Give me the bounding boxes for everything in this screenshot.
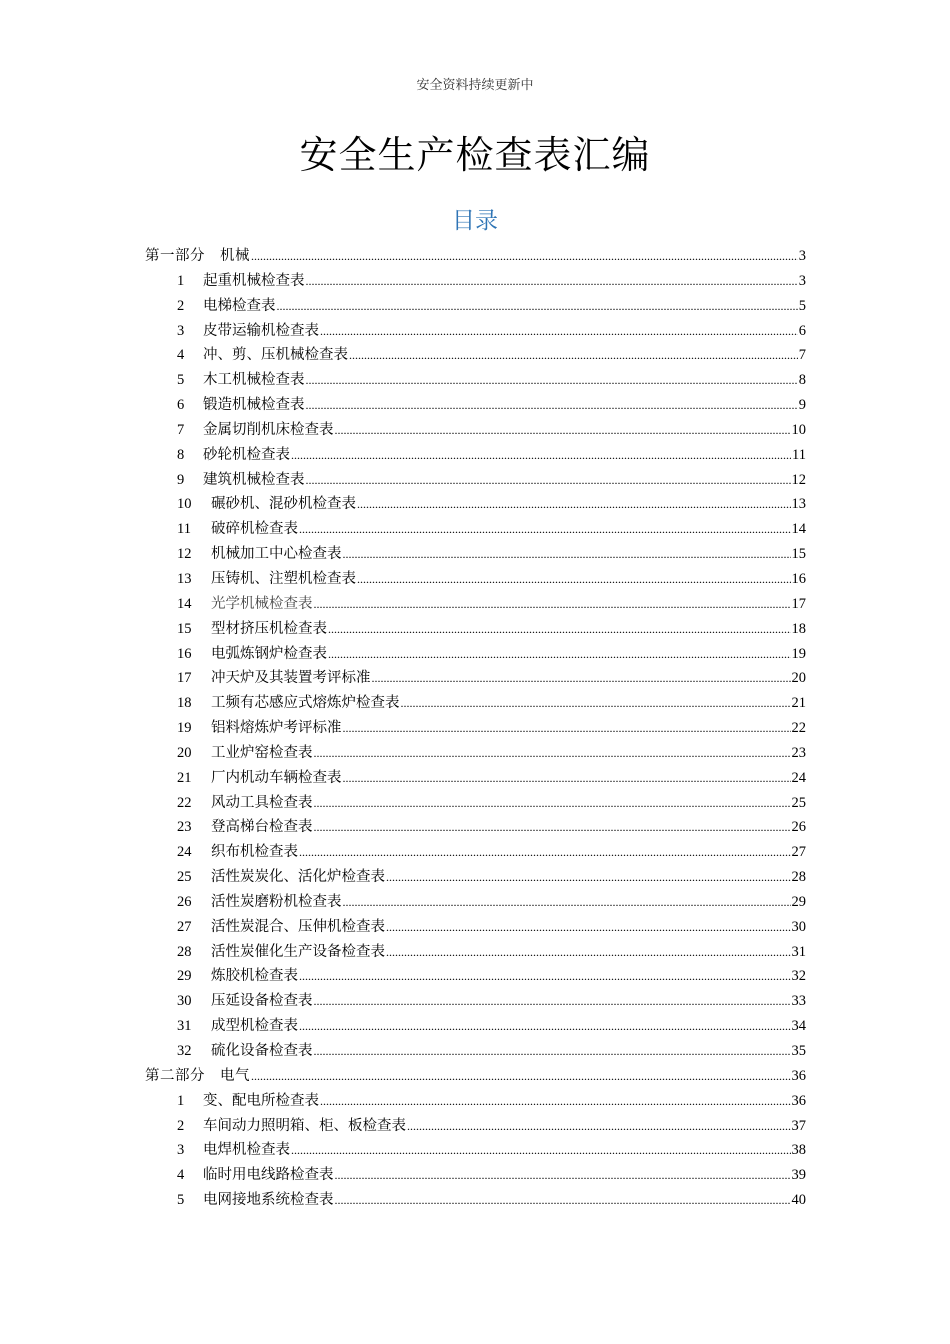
toc-entry-label: 工业炉窑检查表 (211, 744, 313, 761)
toc-page-number: 6 (798, 322, 806, 339)
toc-dot-leader (386, 940, 791, 965)
toc-entry-label: 木工机械检查表 (203, 372, 305, 389)
toc-entry-number: 6 (177, 397, 185, 414)
toc-entry[interactable] (145, 1114, 806, 1139)
toc-entry-label: 破碎机检查表 (211, 521, 298, 538)
toc-entry-number: 9 (177, 471, 185, 488)
toc-page-number: 37 (791, 1117, 806, 1134)
toc-entry[interactable] (145, 319, 806, 344)
toc-dot-leader (343, 716, 791, 741)
toc-entry-label: 成型机检查表 (211, 1018, 298, 1035)
toc-entry-label: 活性炭催化生产设备检查表 (211, 943, 385, 960)
toc-entry[interactable] (145, 393, 806, 418)
toc-dot-leader (349, 343, 798, 368)
toc-entry-number: 22 (177, 794, 192, 811)
toc-entry-label: 皮带运输机检查表 (203, 322, 319, 339)
toc-entry[interactable] (145, 915, 806, 940)
toc-dot-leader (314, 815, 791, 840)
toc-dot-leader (299, 964, 791, 989)
toc-dot-leader (251, 1064, 791, 1089)
toc-entry-number: 27 (177, 918, 192, 935)
toc-page-number: 39 (791, 1167, 806, 1184)
toc-dot-leader (335, 418, 791, 443)
toc-entry[interactable] (145, 1039, 806, 1064)
toc-entry-number: 10 (177, 496, 192, 513)
toc-entry-label: 炼胶机检查表 (211, 968, 298, 985)
toc-dot-leader (314, 1039, 791, 1064)
toc-entry[interactable] (145, 343, 806, 368)
toc-entry-number: 29 (177, 968, 192, 985)
toc-page-number: 5 (798, 297, 806, 314)
toc-dot-leader (314, 989, 791, 1014)
toc-entry-number: 19 (177, 720, 192, 737)
toc-entry-number: 1 (177, 1092, 185, 1109)
toc-entry-number: 3 (177, 1142, 185, 1159)
toc-dot-leader (306, 468, 791, 493)
toc-dot-leader (372, 666, 791, 691)
toc-entry-number: 2 (177, 297, 185, 314)
toc-page-number: 16 (791, 570, 806, 587)
toc-page-number: 13 (791, 496, 806, 513)
toc-dot-leader (291, 1138, 791, 1163)
document-title: 安全生产检查表汇编 (299, 133, 651, 177)
toc-page-number: 17 (791, 595, 806, 612)
toc-entry-number: 5 (177, 1192, 185, 1209)
toc-entry-label: 电梯检查表 (203, 297, 276, 314)
toc-entry[interactable] (145, 964, 806, 989)
toc-dot-leader (320, 1089, 791, 1114)
toc-entry[interactable] (145, 443, 806, 468)
toc-entry[interactable] (145, 865, 806, 890)
toc-page-number: 26 (791, 819, 806, 836)
toc-entry-number: 11 (177, 521, 191, 538)
toc-dot-leader (299, 1014, 791, 1039)
toc-dot-leader (407, 1114, 791, 1139)
toc-entry-number: 26 (177, 893, 192, 910)
toc-entry-label: 压延设备检查表 (211, 993, 313, 1010)
toc-entry[interactable] (145, 716, 806, 741)
toc-dot-leader (314, 791, 791, 816)
toc-entry[interactable] (145, 741, 806, 766)
toc-entry-label: 电弧炼钢炉检查表 (211, 645, 327, 662)
toc-dot-leader (328, 617, 791, 642)
toc-entry-number: 18 (177, 695, 192, 712)
toc-dot-leader (343, 890, 791, 915)
toc-entry-label: 压铸机、注塑机检查表 (211, 570, 356, 587)
toc-entry-label: 风动工具检查表 (211, 794, 313, 811)
toc-page-number: 14 (791, 521, 806, 538)
toc-entry-number: 14 (177, 595, 192, 612)
toc-entry-number: 4 (177, 1167, 185, 1184)
toc-page-number: 24 (791, 769, 806, 786)
toc-page-number: 33 (791, 993, 806, 1010)
toc-entry-label: 临时用电线路检查表 (203, 1167, 334, 1184)
toc-dot-leader (314, 741, 791, 766)
toc-dot-leader (335, 1163, 791, 1188)
toc-entry[interactable] (145, 691, 806, 716)
toc-page-number: 38 (791, 1142, 806, 1159)
toc-entry-number: 24 (177, 844, 192, 861)
toc-entry[interactable] (145, 567, 806, 592)
toc-page-number: 32 (791, 968, 806, 985)
toc-entry-label: 冲天炉及其装置考评标准 (211, 670, 371, 687)
toc-entry-number: 15 (177, 620, 192, 637)
toc-entry[interactable] (145, 368, 806, 393)
toc-entry-label: 变、配电所检查表 (203, 1092, 319, 1109)
toc-page-number: 23 (791, 744, 806, 761)
toc-entry[interactable] (145, 642, 806, 667)
toc-entry-number: 25 (177, 869, 192, 886)
toc-page-number: 7 (798, 347, 806, 364)
toc-section-entry[interactable] (145, 1064, 806, 1089)
toc-entry[interactable] (145, 815, 806, 840)
toc-entry[interactable] (145, 989, 806, 1014)
toc-entry-number: 23 (177, 819, 192, 836)
toc-entry[interactable] (145, 791, 806, 816)
toc-page-number: 31 (791, 943, 806, 960)
toc-entry[interactable] (145, 666, 806, 691)
toc-entry[interactable] (145, 542, 806, 567)
toc-dot-leader (386, 915, 791, 940)
toc-dot-leader (306, 368, 798, 393)
toc-dot-leader (291, 443, 791, 468)
toc-entry-number: 12 (177, 546, 192, 563)
toc-page-number: 36 (791, 1092, 806, 1109)
toc-entry-number: 20 (177, 744, 192, 761)
toc-dot-leader (357, 567, 791, 592)
toc-entry-number: 8 (177, 446, 185, 463)
header-note: 安全资料持续更新中 (416, 78, 534, 93)
toc-entry[interactable] (145, 269, 806, 294)
toc-entry-number: 4 (177, 347, 185, 364)
toc-entry[interactable] (145, 418, 806, 443)
toc-entry-label: 起重机械检查表 (203, 272, 305, 289)
toc-entry-label: 电网接地系统检查表 (203, 1192, 334, 1209)
toc-entry[interactable] (145, 1089, 806, 1114)
toc-page-number: 18 (791, 620, 806, 637)
toc-entry-label: 硫化设备检查表 (211, 1043, 313, 1059)
toc-page-number: 8 (798, 372, 806, 389)
toc-dot-leader (251, 244, 798, 269)
toc-page-number: 3 (798, 272, 806, 289)
toc-entry[interactable] (145, 940, 806, 965)
toc-entry-number: 31 (177, 1018, 192, 1035)
toc-entry-label: 第二部分 电气 (145, 1067, 250, 1084)
toc-dot-leader (320, 319, 798, 344)
toc-page-number: 25 (791, 794, 806, 811)
toc-entry-label: 机械加工中心检查表 (211, 546, 342, 563)
toc-entry-label: 活性炭混合、压伸机检查表 (211, 918, 385, 935)
toc-dot-leader (328, 642, 791, 667)
toc-entry-number: 30 (177, 993, 192, 1010)
toc-entry-label: 光学机械检查表 (211, 595, 313, 612)
toc-dot-leader (306, 393, 798, 418)
toc-dot-leader (401, 691, 791, 716)
table-of-contents (145, 244, 806, 1213)
toc-entry[interactable] (145, 840, 806, 865)
toc-entry-label: 砂轮机检查表 (203, 446, 290, 463)
toc-page-number: 27 (791, 844, 806, 861)
toc-dot-leader (277, 294, 798, 319)
toc-page-number: 3 (798, 248, 806, 264)
toc-page-number: 30 (791, 918, 806, 935)
toc-entry[interactable] (145, 890, 806, 915)
toc-entry-label: 车间动力照明箱、柜、板检查表 (203, 1117, 406, 1134)
toc-entry[interactable] (145, 1163, 806, 1188)
toc-entry-label: 工频有芯感应式熔炼炉检查表 (211, 695, 400, 712)
toc-heading: 目录 (452, 208, 498, 234)
toc-entry-number: 21 (177, 769, 192, 786)
toc-entry-label: 第一部分 机械 (145, 248, 250, 264)
toc-entry-label: 金属切削机床检查表 (203, 421, 334, 438)
toc-entry[interactable] (145, 294, 806, 319)
toc-entry[interactable] (145, 617, 806, 642)
toc-dot-leader (314, 592, 791, 617)
toc-entry[interactable] (145, 468, 806, 493)
toc-page-number: 35 (791, 1043, 806, 1059)
toc-page-number: 10 (791, 421, 806, 438)
toc-entry-number: 32 (177, 1043, 192, 1059)
toc-entry-number: 5 (177, 372, 185, 389)
toc-entry-number: 17 (177, 670, 192, 687)
toc-entry-label: 碾砂机、混砂机检查表 (211, 496, 356, 513)
toc-entry[interactable] (145, 517, 806, 542)
toc-entry-number: 2 (177, 1117, 185, 1134)
toc-entry-label: 登高梯台检查表 (211, 819, 313, 836)
toc-entry-label: 厂内机动车辆检查表 (211, 769, 342, 786)
toc-page-number: 34 (791, 1018, 806, 1035)
toc-entry[interactable] (145, 766, 806, 791)
toc-entry[interactable] (145, 1188, 806, 1213)
toc-entry-number: 1 (177, 272, 185, 289)
toc-page-number: 36 (791, 1067, 806, 1084)
toc-page-number: 22 (791, 720, 806, 737)
toc-page-number: 20 (791, 670, 806, 687)
toc-entry-number: 16 (177, 645, 192, 662)
toc-entry-number: 3 (177, 322, 185, 339)
toc-entry-number: 13 (177, 570, 192, 587)
toc-entry-number: 28 (177, 943, 192, 960)
toc-dot-leader (299, 840, 791, 865)
toc-entry[interactable] (145, 1014, 806, 1039)
toc-dot-leader (299, 517, 791, 542)
toc-dot-leader (306, 269, 798, 294)
toc-entry-label: 建筑机械检查表 (203, 471, 305, 488)
toc-dot-leader (357, 492, 791, 517)
toc-entry-label: 铝料熔炼炉考评标准 (211, 720, 342, 737)
toc-dot-leader (386, 865, 791, 890)
toc-page-number: 29 (791, 893, 806, 910)
toc-dot-leader (343, 542, 791, 567)
toc-entry-label: 活性炭磨粉机检查表 (211, 893, 342, 910)
toc-page-number: 12 (791, 471, 806, 488)
toc-entry-label: 型材挤压机检查表 (211, 620, 327, 637)
toc-dot-leader (335, 1188, 791, 1213)
toc-page-number: 15 (791, 546, 806, 563)
toc-page-number: 11 (792, 446, 806, 463)
toc-page-number: 28 (791, 869, 806, 886)
toc-entry-label: 活性炭炭化、活化炉检查表 (211, 869, 385, 886)
toc-entry[interactable] (145, 1138, 806, 1163)
toc-page-number: 9 (798, 397, 806, 414)
toc-entry[interactable] (145, 592, 806, 617)
toc-page-number: 21 (791, 695, 806, 712)
toc-entry[interactable] (145, 492, 806, 517)
toc-dot-leader (343, 766, 791, 791)
toc-entry-label: 锻造机械检查表 (203, 397, 305, 414)
toc-entry-label: 冲、剪、压机械检查表 (203, 347, 348, 364)
toc-page-number: 19 (791, 645, 806, 662)
toc-entry-label: 电焊机检查表 (203, 1142, 290, 1159)
toc-entry-number: 7 (177, 421, 185, 438)
toc-page-number: 40 (791, 1192, 806, 1209)
toc-entry-label: 织布机检查表 (211, 844, 298, 861)
toc-section-entry[interactable] (145, 244, 806, 269)
